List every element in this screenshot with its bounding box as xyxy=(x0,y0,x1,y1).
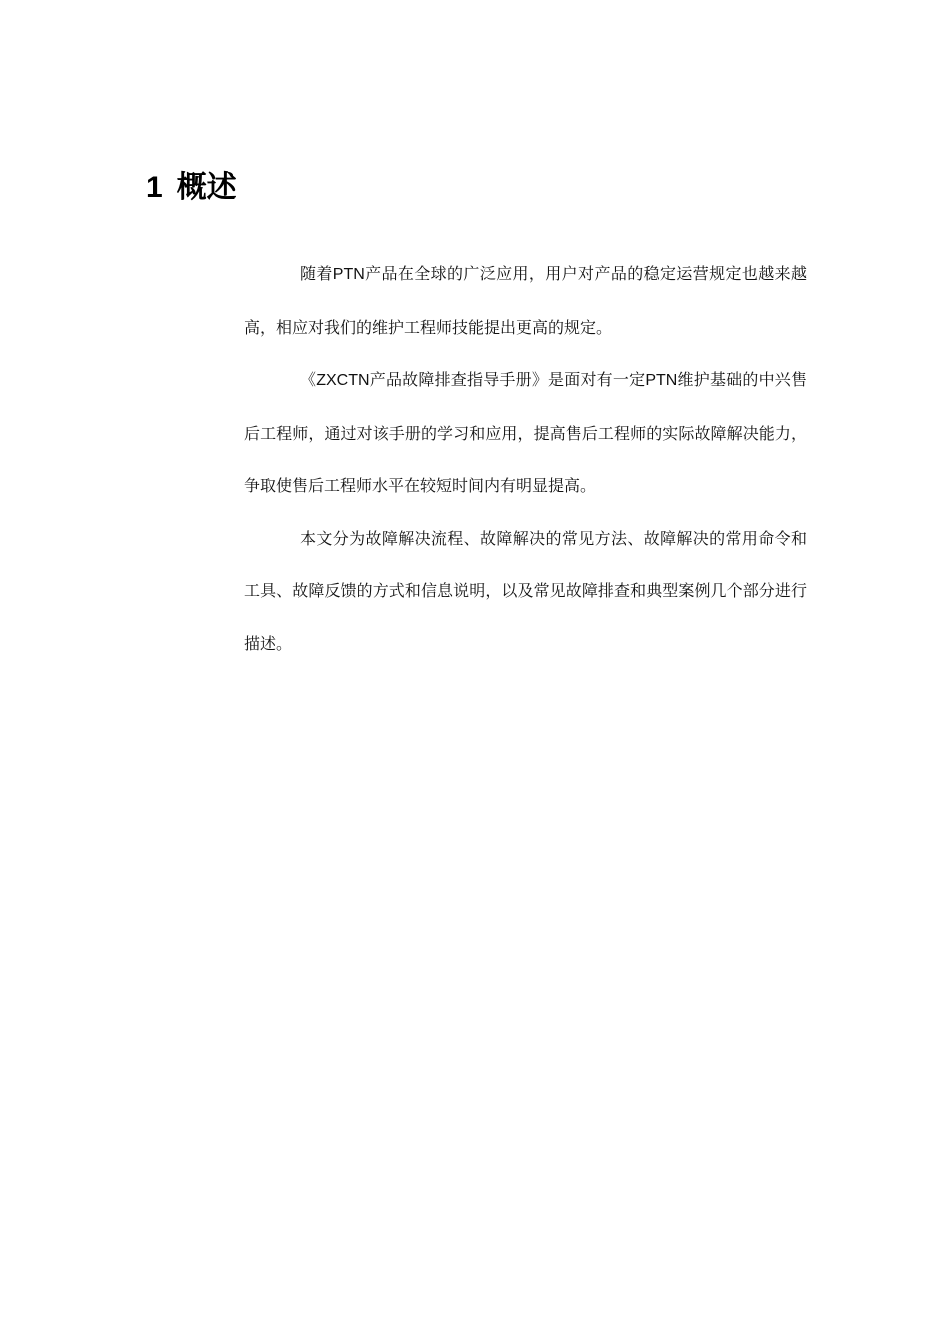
paragraph-intro: 随着PTN产品在全球的广泛应用，用户对产品的稳定运营规定也越来越高，相应对我们的维护工程师技能提出更高的规定。 xyxy=(244,264,807,337)
paragraph-purpose: 《ZXCTN产品故障排查指导手册》是面对有一定PTN维护基础的中兴售后工程师，通过对该手册的学习和应用，提高售后工程师的实际故障解决能力，争取使售后工程师水平在较短时间内有明显提高。 xyxy=(244,370,807,495)
section-heading xyxy=(146,168,237,208)
section-title: 概述 xyxy=(176,171,237,204)
body-text xyxy=(244,248,807,670)
paragraph-structure: 本文分为故障解决流程、故障解决的常见方法、故障解决的常用命令和工具、故障反馈的方式和信息说明，以及常见故障排查和典型案例几个部分进行描述。 xyxy=(244,528,807,653)
section-number: 1 xyxy=(146,171,163,204)
